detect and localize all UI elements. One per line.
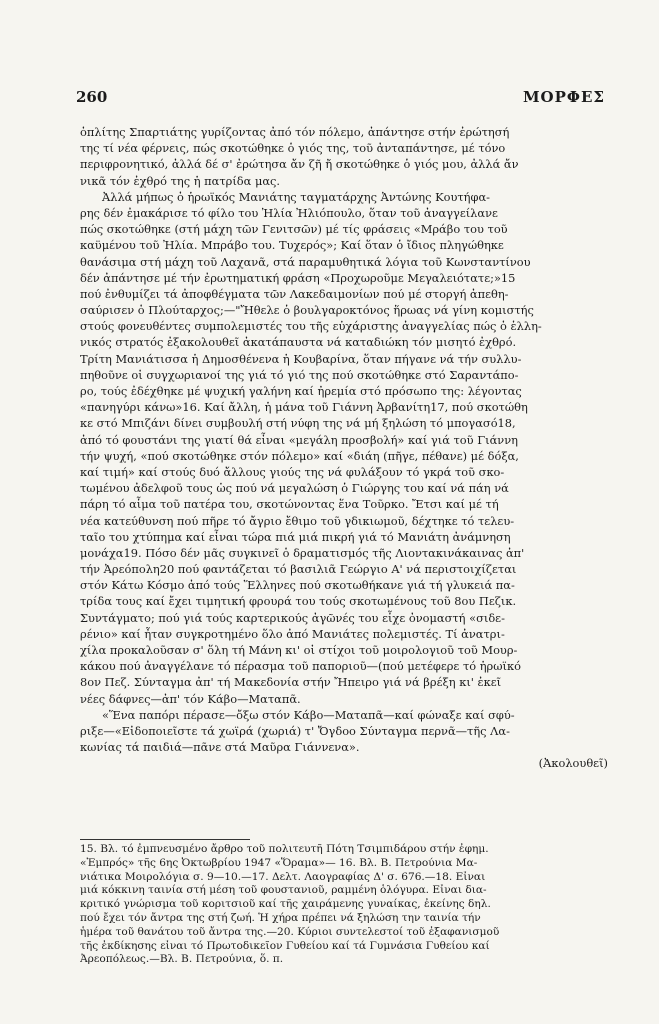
- body-line: ὁπλίτης Σπαρτιάτης γυρίζοντας ἀπό τόν πόλεμο, ἀπάντησε στήν ἐρώτησή: [80, 125, 510, 139]
- footnote-line: Ἀρεοπόλεως.—Βλ. Β. Πετρούνια, ὅ. π.: [80, 953, 284, 966]
- body-line: τήν Ἀρεόπολη20 πού φαντάζεται τό βασιλιᾶ Γεώργιο Α' νά περιστοιχίζεται: [80, 562, 517, 577]
- body-line: νικᾶ τόν ἐχθρό της ἡ πατρίδα μας.: [80, 173, 281, 188]
- body-line: τήν ψυχή, «πού σκοτώθηκε στόν πόλεμο» καί «διάη (πῆγε, πέθανε) μέ δόξα,: [80, 448, 519, 463]
- footnote-divider: [80, 839, 250, 840]
- body-line: καί τιμή» καί στούς δυό ἄλλους γιούς της νά φυλάξουν τό γκρά τοῦ σκο-: [80, 464, 505, 479]
- body-line: «πανηγύρι κάνω»16. Καί ἄλλη, ἡ μάνα τοῦ Γιάννη Ἀρβανίτη17, πού σκοτώθη: [80, 400, 528, 415]
- body-line: ἀπό τό φουστάνι της γιατί θά εἶναι «μεγάλη προσβολή» καί γιά τοῦ Γιάννη: [80, 432, 518, 447]
- body-line: μονάχα19. Πόσο δέν μᾶς συγκινεῖ ὁ δραματισμός τῆς Λιοντακινάκαινας ἀπ': [80, 545, 525, 560]
- footnote-line: κριτικό γνώρισμα τοῦ κοριτσιοῦ καί τῆς χαιράμενης γυναίκας, ἐκείνης δηλ.: [80, 898, 491, 911]
- poem-line: «Ἕνα παπόρι πέρασε—ὄξω στόν Κάβο—Ματαπᾶ—καί φώναξε καί σφύ-: [102, 707, 515, 722]
- page-number: 260: [76, 88, 108, 106]
- body-line: τρίδα τους καί ἔχει τιμητική φρουρά του τούς σκοτωμένους τοῦ 8ου Πεζικ.: [80, 594, 517, 609]
- body-line: νικός στρατός ἐξακολουθεῖ ἀκατάπαυστα νά καταδιώκη τόν μισητό ἐχθρό.: [80, 335, 517, 350]
- body-line: πού ἐνθυμίζει τά ἀποφθέγματα τῶν Λακεδαιμονίων πού μέ στοργή ἀπεθη-: [80, 286, 509, 301]
- body-line: ρένιο» καί ἦταν συγκροτημένο ὅλο ἀπό Μανιάτες πολεμιστές. Τί ἀνατρι-: [80, 626, 505, 641]
- body-line: Τρίτη Μανιάτισσα ἡ Δημοσθένενα ἡ Κουβαρίνα, ὅταν πήγανε νά τήν συλλυ-: [80, 351, 522, 366]
- footnote-line: τῆς ἐκδίκησης εἶναι τό Πρωτοδικεῖον Γυθείου καί τά Γυμνάσια Γυθείου καί: [80, 939, 490, 952]
- body-line: κε στό Μπιζάνι δίνει συμβουλή στή νύφη της νά μή ξηλώση τό μπογασό18,: [80, 416, 516, 431]
- body-line: 8ον Πεζ. Σύνταγμα ἀπ' τή Μακεδονία στήν Ἤπειρο γιά νά βρέξη κι' ἐκεῖ: [80, 675, 502, 690]
- body-line: νέα κατεύθυνση πού πῆρε τό ἄγριο ἔθιμο τοῦ γδικιωμοῦ, δέχτηκε τό τελευ-: [80, 513, 515, 528]
- running-title: ΜΟΡΦΕΣ: [522, 88, 605, 106]
- body-line: Ἀλλά μήπως ὁ ἡρωϊκός Μανιάτης ταγματάρχης Ἀντώνης Κουτήφα-: [102, 189, 491, 204]
- page-header: [76, 88, 605, 112]
- footnotes: [80, 843, 608, 967]
- body-line: θανάσιμα στή μάχη τοῦ Λαχανᾶ, στά παραμυθητικά λόγια τοῦ Κωνσταντίνου: [80, 254, 531, 269]
- body-line: πώς σκοτώθηκε (στή μάχη τῶν Γενιτσῶν) μέ τίς φράσεις «Μράβο του τοῦ: [80, 222, 508, 237]
- body-line: δέν ἀπάντησε μέ τήν ἐρωτηματική φράση «Προχωροῦμε Μεγαλειότατε;»15: [80, 270, 516, 285]
- body-line: τωμένου ἀδελφοῦ τους ὡς πού νά μεγαλώση ὁ Γιώργης του καί νά πάη νά: [80, 481, 509, 496]
- body-line: στόν Κάτω Κόσμο ἀπό τούς Ἕλληνες πού σκοτωθήκανε γιά τή γλυκειά πα-: [80, 578, 515, 593]
- body-line: καϋμένου τοῦ Ἠλία. Μπράβο του. Τυχερός»; Καί ὅταν ὁ ἴδιος πληγώθηκε: [80, 238, 504, 253]
- body-line: πηθοῦνε οἱ συγχωριανοί της γιά τό γιό της πού σκοτώθηκε στό Σαραντάπο-: [80, 367, 519, 382]
- footnote-line: πού ἔχει τόν ἄντρα της στή ζωή. Ἡ χήρα πρέπει νά ξηλώση την ταινία τήν: [80, 911, 481, 924]
- poem-line: κωνίας τά παιδιά—πᾶνε στά Μαῦρα Γιάννενα».: [80, 740, 360, 755]
- footnote-line: μιά κόκκινη ταινία στή μέση τοῦ φουστανιοῦ, ραμμένη ὁλόγυρα. Εἶναι δια-: [80, 884, 487, 897]
- body-line: χίλα προκαλοῦσαν σ' ὅλη τή Μάνη κι' οἱ στίχοι τοῦ μοιρολογιοῦ τοῦ Μουρ-: [80, 643, 518, 657]
- body-line: στούς φονευθέντες συμπολεμιστές του τῆς εὐχάριστης ἀναγγελίας πώς ὁ ἑλλη-: [80, 319, 542, 334]
- body-line: Συντάγματο; πού γιά τούς καρτερικούς ἀγῶνές του εἶχε ὀνομαστή «σιδε-: [80, 610, 505, 625]
- body-line: πάρη τό αἷμα τοῦ πατέρα του, σκοτώνοντας ἕνα Τοῦρκο. Ἔτσι καί μέ τή: [80, 497, 499, 512]
- body-line: της τί νέα φέρνεις, πώς σκοτώθηκε ὁ γιός της, τοῦ ἀνταπάντησε, μέ τόνο: [80, 141, 506, 156]
- continued-note: (Ἀκολουθεῖ): [538, 756, 608, 771]
- body-line: κάκου πού ἀναγγέλανε τό πέρασμα τοῦ παποριοῦ—(πού μετέφερε τό ἡρωϊκό: [80, 659, 521, 674]
- body-line: ρο, τούς ἐδέχθηκε μέ ψυχική γαλήνη καί ἠρεμία στό πρόσωπο της: λέγοντας: [80, 384, 522, 398]
- body-line: ρης δέν ἐμακάρισε τό φίλο του Ἠλία Ἠλιόπουλο, ὅταν τοῦ ἀναγγείλανε: [80, 205, 498, 220]
- footnote-line: «Ἐμπρός» τῆς 6ης Ὀκτωβρίου 1947 «Ὅραμα»— 16. Βλ. Β. Πετρούνια Μα-: [80, 856, 478, 869]
- body-line: ταῖο του χτύπημα καί εἶναι τώρα πιά μιά πικρή γιά τό Μανιάτη ἀνάμνηση: [80, 529, 511, 544]
- body-text: [80, 124, 608, 772]
- footnote-line: νιάτικα Μοιρολόγια σ. 9—10.—17. Δελτ. Λαογραφίας Δ' σ. 676.—18. Εἶναι: [80, 870, 486, 883]
- footnote-line: 15. Βλ. τό ἐμπνευσμένο ἄρθρο τοῦ πολιτευτῆ Πότη Τσιμπιδάρου στήν ἐφημ.: [80, 843, 489, 855]
- body-line: νέες δάφνες—ἀπ' τόν Κάβο—Ματαπᾶ.: [80, 691, 301, 706]
- body-line: σαύρισεν ὁ Πλούταρχος;—"Ἤθελε ὁ βουλγαροκτόνος ἥρωας νά γίνη κομιστής: [80, 303, 534, 318]
- footnote-line: ἡμέρα τοῦ θανάτου τοῦ ἄντρα της.—20. Κύριοι συντελεστοί τοῦ ἐξαφανισμοῦ: [80, 925, 500, 938]
- poem-line: ριξε—«Εἰδοποιεῖστε τά χωϊρά (χωριά) τ' Ὄγδοο Σύνταγμα περνᾶ—τῆς Λα-: [80, 723, 510, 738]
- body-line: περιφρονητικό, ἀλλά δέ σ' ἐρώτησα ἄν ζῆ ἤ σκοτώθηκε ὁ γιός μου, ἀλλά ἄν: [80, 157, 519, 172]
